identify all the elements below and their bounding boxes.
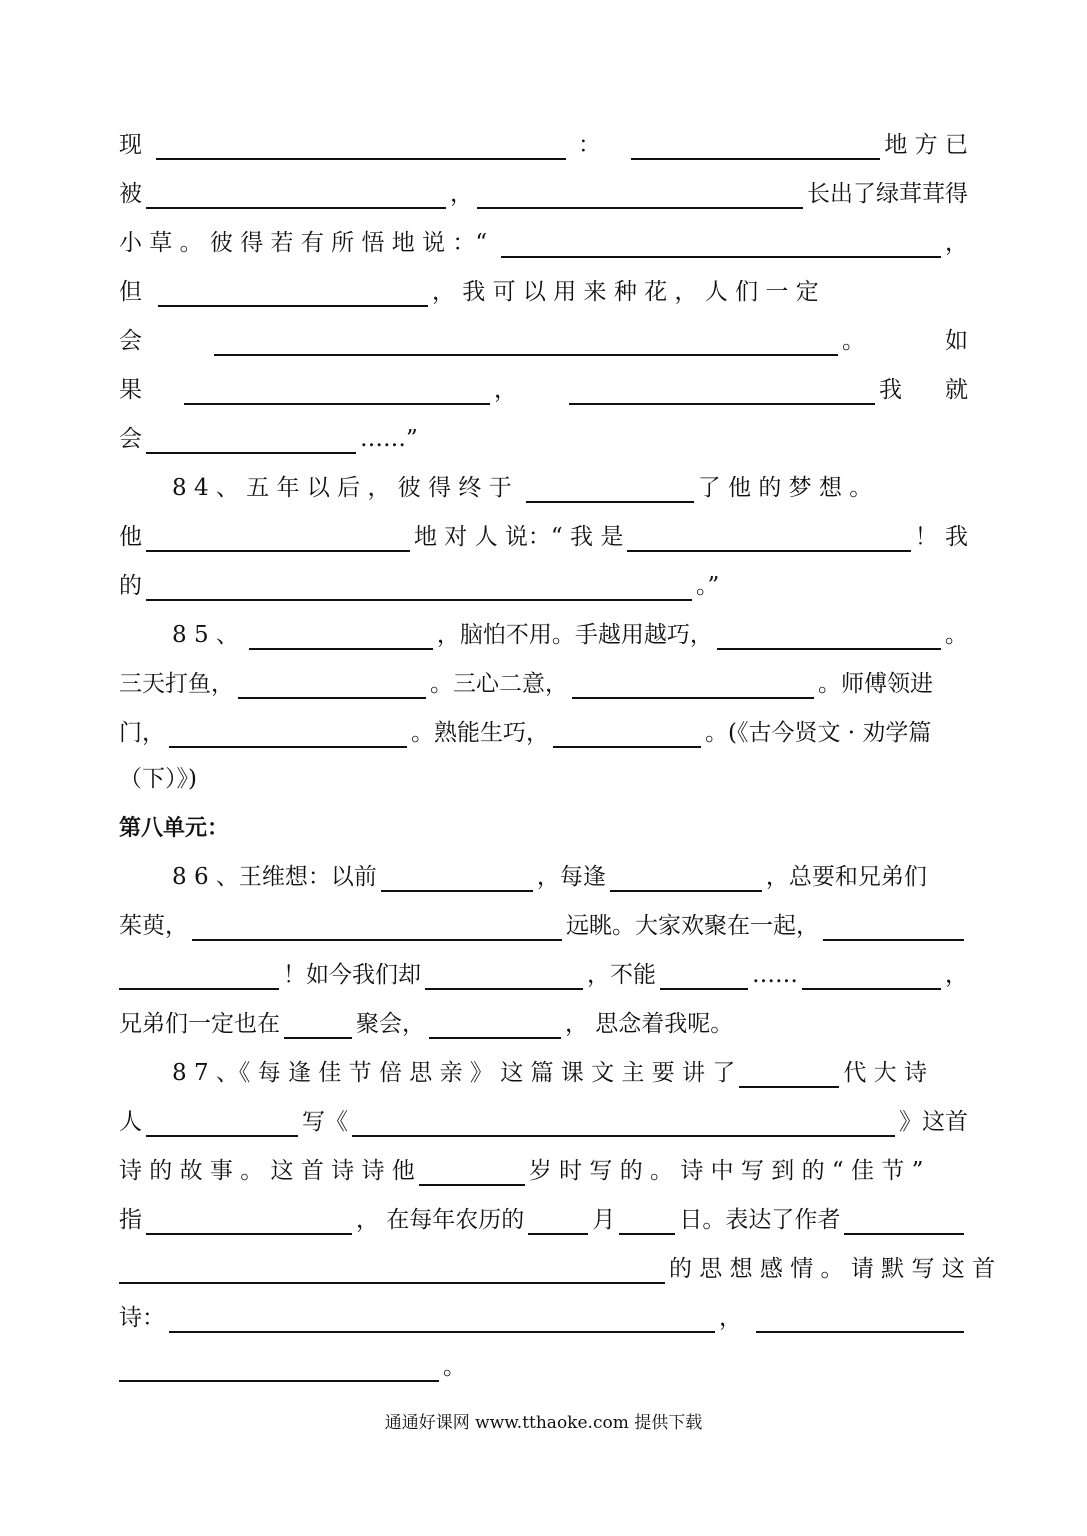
text: 会 bbox=[119, 328, 142, 354]
text: ……” bbox=[360, 426, 418, 452]
text: ： bbox=[578, 132, 601, 158]
text: 诗 的 故 事 。 这 首 诗 诗 他 bbox=[119, 1158, 415, 1184]
q86-line-1 bbox=[172, 856, 968, 892]
q86-line-3 bbox=[119, 954, 968, 990]
answer-blank[interactable] bbox=[119, 1356, 439, 1382]
text: 人 bbox=[119, 1109, 142, 1135]
answer-blank[interactable] bbox=[146, 428, 356, 454]
answer-blank[interactable] bbox=[249, 624, 433, 650]
q85-line-3 bbox=[119, 712, 968, 748]
text: 地 方 已 bbox=[884, 132, 968, 158]
text: ！如今我们却 bbox=[283, 962, 421, 988]
text: 了 他 的 梦 想 。 bbox=[697, 475, 873, 501]
answer-blank[interactable] bbox=[844, 1209, 964, 1235]
q84-line-2 bbox=[119, 516, 968, 552]
q87-line-2 bbox=[119, 1101, 968, 1137]
text: 三天打鱼， bbox=[119, 671, 234, 697]
text: 如 bbox=[945, 328, 968, 354]
text: ，总要和兄弟们 bbox=[765, 864, 927, 890]
text: 但 bbox=[119, 279, 142, 305]
text: 茱萸， bbox=[119, 913, 188, 939]
q86-line-2 bbox=[119, 905, 968, 941]
q83-line-2 bbox=[119, 173, 968, 209]
text: ， bbox=[494, 377, 517, 403]
q83-line-3 bbox=[119, 222, 968, 258]
answer-blank[interactable] bbox=[146, 1209, 352, 1235]
q83-line-5 bbox=[119, 320, 968, 356]
text: 就 bbox=[945, 377, 968, 403]
text: ！ 我 bbox=[914, 524, 968, 550]
answer-blank[interactable] bbox=[169, 1307, 715, 1333]
q85-line-1 bbox=[172, 614, 968, 650]
text: 指 bbox=[119, 1207, 142, 1233]
answer-blank[interactable] bbox=[660, 964, 748, 990]
q83-line-6 bbox=[119, 369, 968, 405]
page-footer: 通通好课网 www.tthaoke.com 提供下载 bbox=[384, 1413, 703, 1433]
answer-blank[interactable] bbox=[477, 183, 803, 209]
text: ， bbox=[945, 962, 968, 988]
text: 的 思 想 感 情 。 请 默 写 这 首 bbox=[669, 1256, 996, 1282]
answer-blank[interactable] bbox=[569, 379, 875, 405]
q87-line-4 bbox=[119, 1199, 968, 1235]
answer-blank[interactable] bbox=[717, 624, 941, 650]
answer-blank[interactable] bbox=[572, 673, 814, 699]
text: 的 bbox=[119, 573, 142, 599]
section-title: 第八单元： bbox=[119, 816, 230, 841]
q87-line-3 bbox=[119, 1150, 968, 1186]
text: 聚会， bbox=[356, 1011, 425, 1037]
text: 远眺。大家欢聚在一起， bbox=[566, 913, 819, 939]
answer-blank[interactable] bbox=[526, 477, 694, 503]
q86-line-4 bbox=[119, 1003, 968, 1039]
answer-blank[interactable] bbox=[169, 722, 407, 748]
text: 长出了绿茸茸得 bbox=[807, 181, 968, 207]
text: 他 bbox=[119, 524, 142, 550]
text: ， 思念着我呢。 bbox=[565, 1011, 734, 1037]
text: 月 bbox=[592, 1207, 616, 1233]
q87-line-6 bbox=[119, 1297, 968, 1333]
text: 诗： bbox=[119, 1305, 165, 1331]
text: ， bbox=[450, 181, 473, 207]
q87-line-7 bbox=[119, 1346, 968, 1382]
text: 现 bbox=[119, 132, 142, 158]
text: 地 对 人 说：“ 我 是 bbox=[414, 524, 624, 550]
text: 会 bbox=[119, 426, 142, 452]
text: ，每逢 bbox=[536, 864, 606, 890]
answer-blank[interactable] bbox=[528, 1209, 588, 1235]
text: ，脑怕不用。手越用越巧， bbox=[436, 622, 713, 648]
q84-line-1 bbox=[172, 467, 968, 503]
text: 门， bbox=[119, 720, 165, 746]
answer-blank[interactable] bbox=[429, 1013, 561, 1039]
q83-line-7 bbox=[119, 418, 968, 454]
text: 写《 bbox=[302, 1109, 348, 1135]
q83-line-1 bbox=[119, 124, 968, 160]
answer-blank[interactable] bbox=[739, 1062, 839, 1088]
answer-blank[interactable] bbox=[146, 575, 692, 601]
text: 。(《古今贤文 · 劝学篇 bbox=[705, 720, 932, 746]
answer-blank[interactable] bbox=[619, 1209, 675, 1235]
text: 代 大 诗 bbox=[843, 1060, 927, 1086]
answer-blank[interactable] bbox=[214, 330, 838, 356]
text: （下）》) bbox=[119, 766, 197, 792]
text: 。三心二意， bbox=[430, 671, 568, 697]
q85-line-2 bbox=[119, 663, 968, 699]
text: 。” bbox=[696, 573, 720, 599]
text: 小 草 。 彼 得 若 有 所 悟 地 说 ：“ bbox=[119, 230, 488, 256]
answer-blank[interactable] bbox=[381, 866, 533, 892]
answer-blank[interactable] bbox=[156, 134, 566, 160]
text: 》这首 bbox=[899, 1109, 968, 1135]
text: ， bbox=[719, 1305, 742, 1331]
answer-blank[interactable] bbox=[119, 1258, 665, 1284]
q87-line-5 bbox=[119, 1248, 996, 1284]
text: 。熟能生巧， bbox=[411, 720, 549, 746]
answer-blank[interactable] bbox=[802, 964, 941, 990]
text: 兄弟们一定也在 bbox=[119, 1011, 280, 1037]
answer-blank[interactable] bbox=[610, 866, 762, 892]
answer-blank[interactable] bbox=[553, 722, 701, 748]
text: ，不能 bbox=[587, 962, 656, 988]
answer-blank[interactable] bbox=[146, 1111, 298, 1137]
text: 。 bbox=[443, 1354, 466, 1380]
answer-blank[interactable] bbox=[184, 379, 490, 405]
text: 岁 时 写 的 。 诗 中 写 到 的 “ 佳 节 ” bbox=[528, 1158, 924, 1184]
answer-blank[interactable] bbox=[627, 526, 910, 552]
answer-blank[interactable] bbox=[631, 134, 880, 160]
answer-blank[interactable] bbox=[756, 1307, 964, 1333]
answer-blank[interactable] bbox=[146, 526, 410, 552]
text: 。师傅领进 bbox=[818, 671, 933, 697]
answer-blank[interactable] bbox=[119, 964, 279, 990]
text: ， bbox=[945, 230, 968, 256]
answer-blank[interactable] bbox=[501, 232, 941, 258]
text: ， 我 可 以 用 来 种 花 ， 人 们 一 定 bbox=[432, 279, 819, 305]
answer-blank[interactable] bbox=[192, 915, 562, 941]
text: 8 6 、王维想：以前 bbox=[172, 864, 377, 890]
text: 8 5 、 bbox=[172, 622, 239, 648]
text: 日。表达了作者 bbox=[679, 1207, 841, 1233]
text: 果 bbox=[119, 377, 142, 403]
text: 我 bbox=[879, 377, 902, 403]
q84-line-3 bbox=[119, 565, 968, 601]
answer-blank[interactable] bbox=[146, 183, 446, 209]
text: 8 7 、《 每 逢 佳 节 倍 思 亲 》 这 篇 课 文 主 要 讲 了 bbox=[172, 1060, 736, 1086]
q83-line-4 bbox=[119, 271, 968, 307]
text: …… bbox=[752, 962, 798, 988]
answer-blank[interactable] bbox=[238, 673, 426, 699]
text: 8 4 、 五 年 以 后 ， 彼 得 终 于 bbox=[172, 475, 512, 501]
answer-blank[interactable] bbox=[425, 964, 583, 990]
answer-blank[interactable] bbox=[352, 1111, 895, 1137]
text: 被 bbox=[119, 181, 142, 207]
q85-line-4 bbox=[119, 758, 968, 794]
unit-8-heading bbox=[119, 808, 968, 844]
answer-blank[interactable] bbox=[284, 1013, 352, 1039]
text: 。 bbox=[944, 622, 968, 648]
text: ， 在每年农历的 bbox=[356, 1207, 525, 1233]
answer-blank[interactable] bbox=[419, 1160, 525, 1186]
answer-blank[interactable] bbox=[823, 915, 964, 941]
q87-line-1 bbox=[172, 1052, 968, 1088]
answer-blank[interactable] bbox=[158, 281, 428, 307]
text: 。 bbox=[842, 328, 865, 354]
